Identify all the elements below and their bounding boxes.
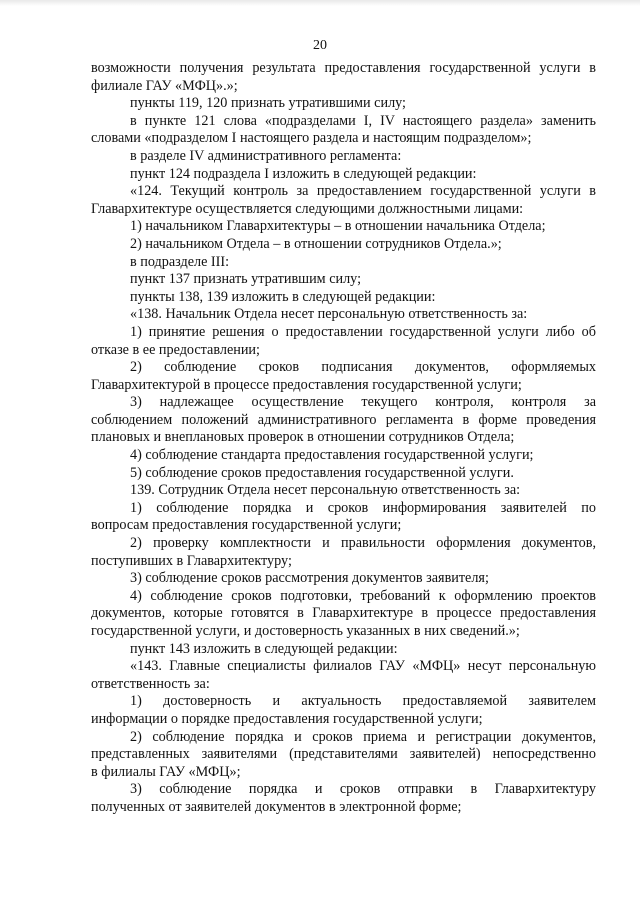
text-line: 1) достоверность и актуальность предоставляемой заявителем <box>130 693 596 710</box>
text-line: 2) начальником Отдела – в отношении сотрудников Отдела.»; <box>130 235 502 252</box>
document-body <box>91 60 596 817</box>
text-line: в подразделе III: <box>130 253 230 270</box>
text-line: в пункте 121 слова «подразделами I, IV настоящего раздела» заменить <box>130 112 596 129</box>
text-line: пункт 124 подраздела I изложить в следующей редакции: <box>130 165 477 182</box>
text-line: 3) надлежащее осуществление текущего контроля, контроля за <box>130 394 596 411</box>
text-line: «138. Начальник Отдела несет персональную ответственность за: <box>130 306 528 323</box>
text-line: плановых и внеплановых проверок в отношении сотрудников Отдела; <box>91 429 515 446</box>
text-line: 2) соблюдение сроков подписания документов, оформляемых <box>130 359 596 376</box>
text-line: 4) соблюдение сроков подготовки, требований к оформлению проектов <box>130 587 596 604</box>
text-line: представленных заявителями (представителями заявителей) непосредственно <box>91 746 596 763</box>
text-line: документов, которые готовятся в Главархитектуре в процессе предоставления <box>91 605 596 622</box>
text-line: Главархитектурой в процессе предоставления государственной услуги; <box>91 376 522 393</box>
text-line: информации о порядке предоставления государственной услуги; <box>91 710 483 727</box>
text-line: поступивших в Главархитектуру; <box>91 552 292 569</box>
text-line: «143. Главные специалисты филиалов ГАУ «МФЦ» несут персональную <box>130 658 596 675</box>
text-line: 5) соблюдение сроков предоставления государственной услуги. <box>130 464 514 481</box>
text-line: ответственность за: <box>91 675 210 692</box>
text-line: 3) соблюдение порядка и сроков отправки в Главархитектуру <box>130 781 596 798</box>
text-line: полученных от заявителей документов в электронной форме; <box>91 798 462 815</box>
text-line: вопросам предоставления государственной услуги; <box>91 517 402 534</box>
page-number: 20 <box>313 38 327 53</box>
text-line: пункт 143 изложить в следующей редакции: <box>130 640 398 657</box>
text-line: 3) соблюдение сроков рассмотрения документов заявителя; <box>130 570 489 587</box>
text-line: пункты 138, 139 изложить в следующей редакции: <box>130 288 436 305</box>
text-line: Главархитектуре осуществляется следующими должностными лицами: <box>91 200 524 217</box>
text-line: в разделе IV административного регламента: <box>130 147 402 164</box>
text-line: словами «подразделом I настоящего раздела и настоящим подразделом»; <box>91 130 532 147</box>
text-line: 4) соблюдение стандарта предоставления государственной услуги; <box>130 447 534 464</box>
scan-top-edge <box>0 0 640 6</box>
text-line: возможности получения результата предоставления государственной услуги в <box>91 60 596 76</box>
text-line: пункт 137 признать утратившим силу; <box>130 271 362 288</box>
text-line: 1) соблюдение порядка и сроков информирования заявителей по <box>130 499 596 516</box>
text-line: соблюдением положений административного регламента в форме проведения <box>91 411 596 428</box>
text-line: в филиалы ГАУ «МФЦ»; <box>91 763 241 780</box>
text-line: филиале ГАУ «МФЦ».»; <box>91 77 238 94</box>
text-line: отказе в ее предоставлении; <box>91 341 260 358</box>
text-line: «124. Текущий контроль за предоставлением государственной услуги в <box>130 183 596 200</box>
text-line: 2) проверку комплектности и правильности оформления документов, <box>130 535 596 552</box>
text-line: 139. Сотрудник Отдела несет персональную ответственность за: <box>130 482 521 499</box>
text-line: 2) соблюдение порядка и сроков приема и регистрации документов, <box>130 728 596 745</box>
text-line: 1) принятие решения о предоставлении государственной услуги либо об <box>130 323 596 340</box>
text-line: государственной услуги, и достоверность указанных в них сведений.»; <box>91 623 520 639</box>
text-line: пункты 119, 120 признать утратившими силу; <box>130 95 406 112</box>
text-line: 1) начальником Главархитектуры – в отношении начальника Отдела; <box>130 218 546 235</box>
